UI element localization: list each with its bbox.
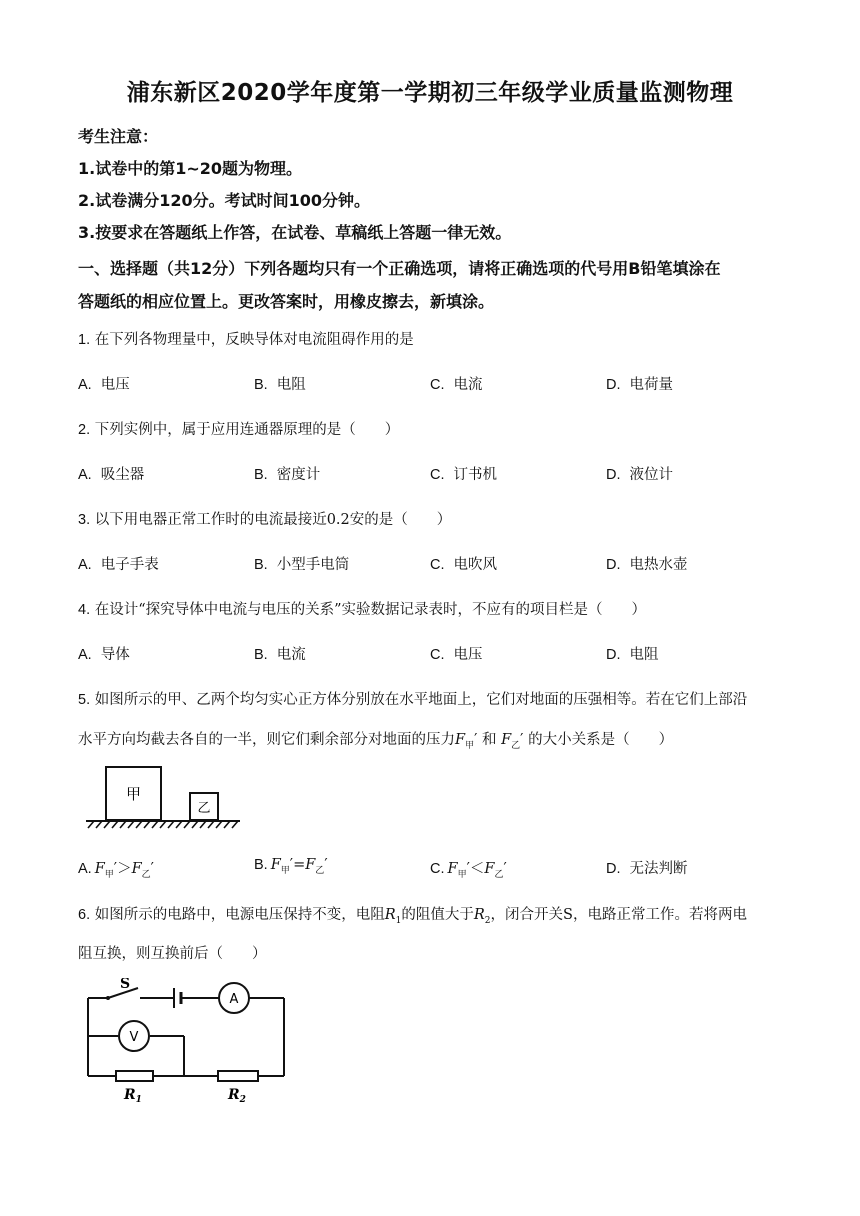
svg-text:V: V	[129, 1030, 139, 1045]
q2-option-a: A. 吸尘器	[78, 467, 145, 483]
ground-hatch	[86, 821, 240, 828]
question-4: 4. 在设计“探究导体中电流与电压的关系”实验数据记录表时，不应有的项目栏是（ ）	[78, 602, 647, 618]
circuit-wires	[88, 988, 284, 1076]
question-2: 2. 下列实例中，属于应用连通器原理的是（ ）	[78, 422, 400, 438]
svg-text:R1: $R_1$	[124, 1087, 142, 1103]
q2-option-c: C. 订书机	[430, 467, 497, 483]
notice-heading: 考生注意：	[78, 127, 159, 146]
block-jia	[106, 767, 161, 820]
blocks-figure	[84, 764, 244, 830]
notice-item-3: 3.按要求在答题纸上作答，在试卷、草稿纸上答题一律无效。	[78, 223, 512, 242]
q4-option-d: D. 电阻	[606, 647, 659, 663]
svg-text:R2: $R_2$	[228, 1087, 246, 1103]
q3-option-b: B. 小型手电筒	[254, 557, 350, 573]
resistor-r2	[218, 1071, 258, 1103]
q2-option-b: B. 密度计	[254, 467, 321, 483]
q2-option-d: D. 液位计	[606, 467, 673, 483]
question-1	[78, 328, 414, 349]
q5-option-b: B. $F_甲'=F_乙'$	[254, 857, 328, 876]
q5-option-d: D. 无法判断	[606, 861, 688, 877]
question-6-line-2: 阻互换，则互换前后（ ）	[78, 946, 267, 962]
q3-option-c: C. 电吹风	[430, 557, 497, 573]
q1-option-c: C. 电流	[430, 377, 483, 393]
q1-option-d: D. 电荷量	[606, 377, 673, 393]
ammeter	[219, 983, 249, 1013]
question-text: 在下列各物理量中，反映导体对电流阻碍作用的是	[94, 332, 414, 348]
svg-text:甲: 甲	[125, 785, 142, 803]
notice-item-2: 2.试卷满分120分。考试时间100分钟。	[78, 191, 371, 210]
question-5-line-2: 水平方向均截去各自的一半，则它们剩余部分对地面的压力$F_甲'$ 和 $F_乙'$ 的大小关系是（ ）	[78, 732, 674, 751]
question-number: 1.	[78, 332, 91, 348]
q4-option-c: C. 电压	[430, 647, 483, 663]
svg-text:乙: 乙	[197, 801, 211, 816]
voltmeter	[119, 1021, 149, 1051]
section-heading-line-2: 答题纸的相应位置上。更改答案时，用橡皮擦去，新填涂。	[78, 292, 495, 311]
section-heading-line-1: 一、选择题（共12分）下列各题均只有一个正确选项，请将正确选项的代号用B铅笔填涂在	[78, 259, 721, 278]
svg-text:A: A	[229, 992, 239, 1007]
q4-option-b: B. 电流	[254, 647, 306, 663]
q3-option-d: D. 电热水壶	[606, 557, 688, 573]
q4-option-a: A. 导体	[78, 647, 130, 663]
page-title: 浦东新区2020学年度第一学期初三年级学业质量监测物理	[126, 80, 734, 106]
q5-option-c: C. $F_甲'<F_乙'$	[430, 861, 507, 880]
svg-text:S: S	[120, 978, 131, 992]
q5-option-a: A. $F_甲'>F_乙'$	[78, 861, 154, 880]
question-3: 3. 以下用电器正常工作时的电流最接近0.2安的是（ ）	[78, 512, 452, 528]
question-5-line-1: 5. 如图所示的甲、乙两个均匀实心正方体分别放在水平地面上，它们对地面的压强相等。若在它们上部沿	[78, 692, 748, 708]
q1-option-b: B. 电阻	[254, 377, 306, 393]
notice-item-1: 1.试卷中的第1~20题为物理。	[78, 159, 303, 178]
circuit-figure	[78, 978, 293, 1103]
block-yi	[190, 793, 218, 820]
question-6-line-1: 6. 如图所示的电路中，电源电压保持不变，电阻$R_1$的阻值大于$R_2$，闭合开关S，电路正常工作。若将两电	[78, 907, 747, 926]
q3-option-a: A. 电子手表	[78, 557, 159, 573]
resistor-r1	[116, 1071, 153, 1103]
q1-option-a: A. 电压	[78, 377, 130, 393]
